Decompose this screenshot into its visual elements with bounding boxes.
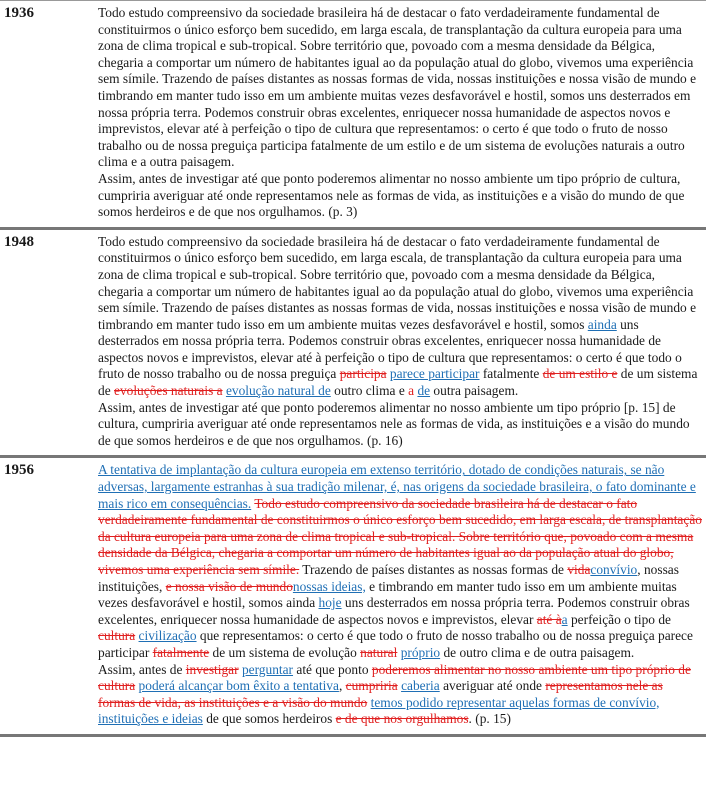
deleted-text: cumpriria	[345, 678, 398, 694]
text-segment: Trazendo de países distantes as nossas formas de	[299, 562, 568, 577]
text-segment: averiguar até onde	[439, 678, 546, 694]
paragraph	[98, 171, 702, 221]
text-segment: outra paisagem.	[430, 383, 519, 399]
deleted-text: vida	[567, 562, 591, 577]
text-segment: , nossas instituições,	[98, 562, 679, 594]
deleted-text: participa	[339, 366, 387, 382]
version-text	[98, 230, 702, 456]
inserted-text: poderá alcançar bom êxito a tentativa	[138, 678, 339, 694]
text-segment: uns desterrados em nossa própria terra. Podemos construir obras excelentes, enriquecer nossa humanidade de aspectos novos e imprevistos, elevar	[98, 595, 690, 627]
inserted-text: próprio	[400, 644, 441, 660]
text-segment: ,	[338, 678, 346, 694]
text-segment: de que somos herdeiros	[202, 711, 336, 727]
text-segment: uns desterrados em nossa própria terra. Podemos construir obras excelentes, enriquecer nossa humanidade de aspectos novos e imprevistos, elevar até à perfeição o tipo de cultura que representamos: o certo é que todo o fruto de nosso trabalho ou de nossa preguiça	[98, 316, 682, 382]
table-row-1948	[0, 230, 706, 459]
year-label: 1936	[4, 5, 34, 21]
inserted-text: evolução natural de	[225, 383, 331, 399]
text-segment: outro clima e	[330, 383, 409, 399]
text-segment: fatalmente	[479, 366, 543, 382]
inserted-text: A tentativa de implantação da cultura europeia em extenso território, dotado de condições naturais, se não adversas, largamente estranhas à sua tradição milenar, é, nas origens da sociedade brasileira, o fato dominante e mais rico em consequências.	[98, 462, 696, 511]
deleted-text: natural	[360, 644, 398, 660]
text-segment: Assim, antes de investigar até que ponto poderemos alimentar no nosso ambiente um tipo próprio [p. 15] de cultura, cumpriria averiguar até onde representamos nele as formas de vida, as instituições e a visão do mundo de que somos herdeiros e de que nos orgulhamos. (p. 16)	[98, 399, 690, 448]
paragraph	[98, 462, 702, 661]
inserted-text: perguntar	[241, 661, 294, 677]
inserted-text: hoje	[318, 595, 342, 611]
inserted-text: a	[561, 611, 568, 627]
inserted-text: parece participar	[389, 366, 480, 382]
deleted-text: e de que nos orgulhamos	[335, 711, 469, 727]
version-text	[98, 1, 702, 227]
deleted-text: representamos nele as formas de vida, as instituições e a visão do mundo	[98, 678, 663, 710]
text-segment: e timbrando em manter tudo isso em um ambiente muitas vezes desfavorável e hostil, somos ainda	[98, 578, 677, 611]
text-segment: . (p. 15)	[468, 711, 511, 727]
paragraph	[98, 234, 702, 400]
year-label: 1956	[4, 462, 34, 479]
text-segment: Assim, antes de	[98, 661, 186, 677]
inserted-text: de	[417, 383, 431, 399]
paragraph	[98, 662, 702, 728]
text-segment: até que ponto	[293, 661, 372, 677]
deleted-text: fatalmente	[152, 644, 210, 660]
deleted-text: Todo estudo compreensivo da sociedade brasileira há de destacar o fato verdadeiramente fundamental de constituirmos o único esforço bem sucedido, em larga escala, de transplantação da cultura europeia para uma zona de clima tropical e sub-tropical. Sobre território que, povoado com a mesma densidade da Bélgica, chegaria a comportar um número de habitantes igual ao da população atual do globo, vivemos uma experiência sem símile.	[98, 495, 702, 577]
changed-text: a	[408, 383, 415, 399]
table-row-1956	[0, 458, 706, 737]
deleted-text: evoluções naturais a	[114, 383, 223, 399]
inserted-text: nossas ideias,	[292, 578, 366, 594]
deleted-text: cultura	[98, 628, 136, 644]
deleted-text: de um estilo e	[542, 366, 618, 382]
text-segment: que representamos: o certo é que todo o fruto de nosso trabalho ou de nossa preguiça parece participar	[98, 628, 693, 660]
deleted-text: investigar	[185, 661, 239, 677]
table-row-1936	[0, 0, 706, 230]
text-segment: Todo estudo compreensivo da sociedade brasileira há de destacar o fato verdadeiramente fundamental de constituirmos o único esforço bem sucedido, em larga escala, de transplantação da cultura europeia para uma zona de clima tropical e sub-tropical. Sobre território que, povoado com a mesma densidade da Bélgica, chegaria a comportar um número de habitantes igual ao da população atual do globo, vivemos uma experiência sem símile. Trazendo de países distantes as nossas formas de vida, nossas instituições e nossa visão de mundo e timbrando em manter tudo isso em um ambiente muitas vezes desfavorável e hostil, somos uns desterrados em nossa própria terra. Podemos construir obras excelentes, enriquecer nossa humanidade de aspectos novos e imprevistos, elevar até à perfeição o tipo de cultura que representamos: o certo é que todo o fruto de nosso trabalho ou de nossa preguiça participa fatalmente de um estilo e de um sistema de evoluções naturais a outro clima e a outra paisagem.	[98, 5, 697, 170]
deleted-text: poderemos alimentar no nosso ambiente um tipo próprio de cultura	[98, 661, 691, 694]
text-segment: perfeição o tipo de	[567, 611, 671, 627]
inserted-text: caberia	[401, 678, 440, 694]
paragraph	[98, 5, 702, 171]
text-segment: Assim, antes de investigar até que ponto poderemos alimentar no nosso ambiente um tipo próprio de cultura, cumpriria averiguar até onde representamos nele as formas de vida, as instituições e a visão do mundo de que somos herdeiros e de que nos orgulhamos. (p. 3)	[98, 170, 685, 220]
text-segment: de um sistema de	[98, 366, 698, 399]
inserted-text: temos podido representar aquelas formas de convívio, instituições e ideias	[98, 694, 660, 727]
inserted-text: convívio	[590, 562, 638, 577]
inserted-text: ainda	[587, 316, 617, 332]
version-text	[98, 458, 702, 734]
text-segment: de outro clima e de outra paisagem.	[440, 644, 635, 660]
year-label: 1948	[4, 233, 34, 250]
deleted-text: até à	[536, 611, 562, 627]
paragraph	[98, 400, 702, 450]
inserted-text: civilização	[138, 628, 197, 644]
text-segment: de um sistema de evolução	[209, 644, 361, 660]
deleted-text: e nossa visão de mundo	[165, 578, 293, 594]
text-segment: Todo estudo compreensivo da sociedade brasileira há de destacar o fato verdadeiramente fundamental de constituirmos o único esforço bem sucedido, em larga escala, de transplantação da cultura europeia para uma zona de clima tropical e sub-tropical. Sobre território que, povoado com a mesma densidade da Bélgica, chegaria a comportar um número de habitantes igual ao da população atual do globo, vivemos uma experiência sem símile. Trazendo de países distantes as nossas formas de vida, nossas instituições e nossa visão de mundo e timbrando em manter tudo isso em um ambiente muitas vezes desfavorável e hostil, somos	[98, 233, 697, 332]
